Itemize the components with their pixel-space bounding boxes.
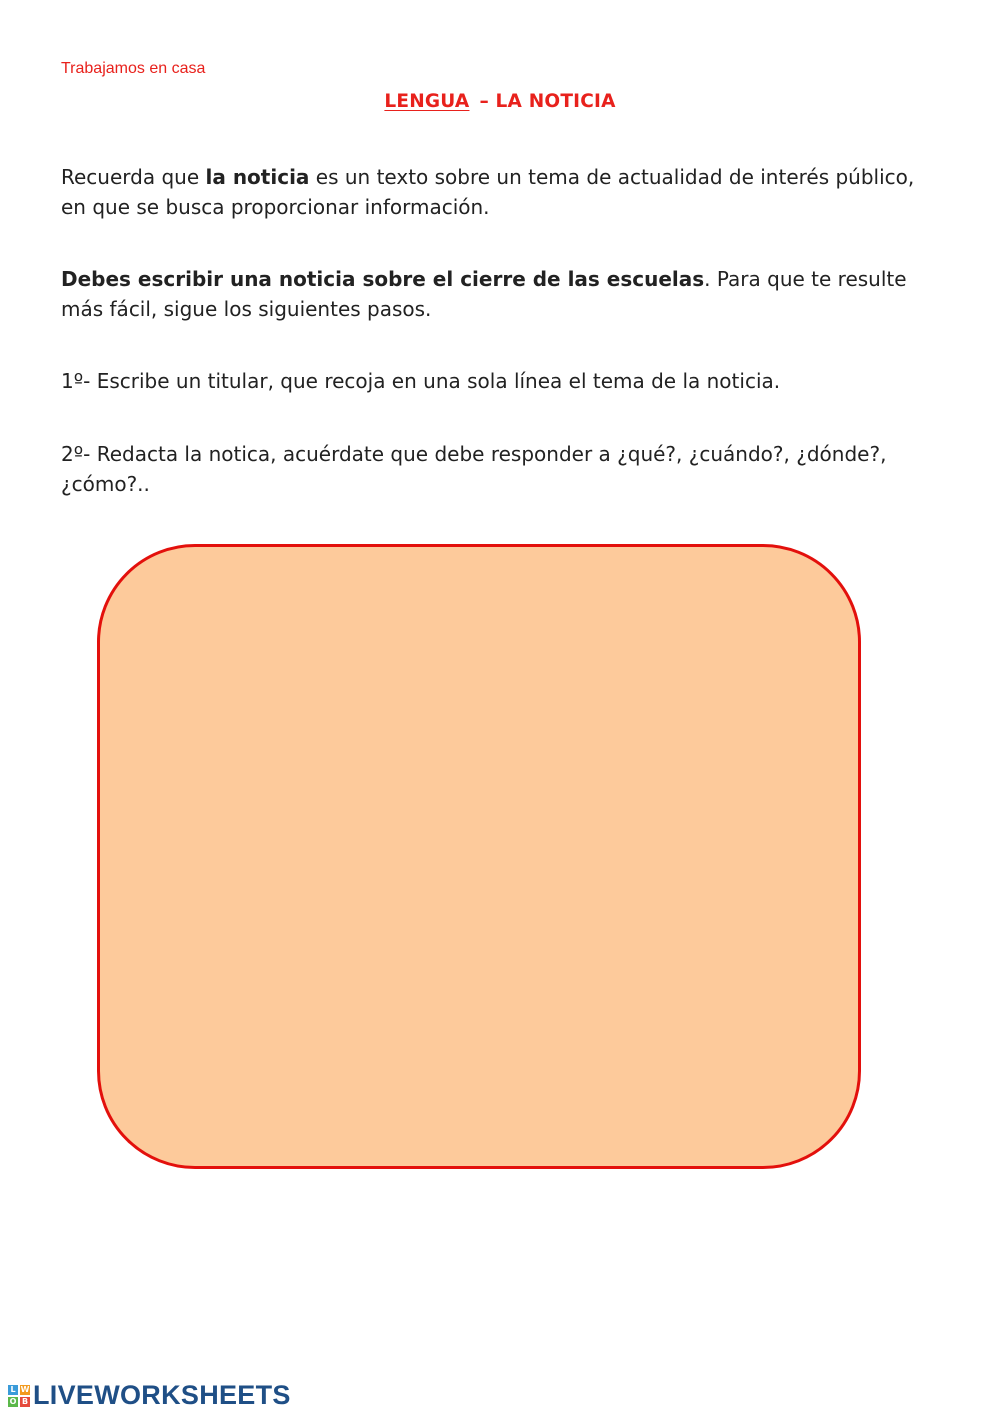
task-paragraph xyxy=(61,264,941,324)
logo-text: LIVEWORKSHEETS xyxy=(33,1380,291,1410)
intro-text-before: Recuerda que xyxy=(61,165,206,189)
logo-tile-2: W xyxy=(20,1384,30,1394)
title-rest: – LA NOTICIA xyxy=(479,91,616,112)
answer-box[interactable] xyxy=(97,544,861,1169)
task-text-after: . Para que te resulte más fácil, sigue los siguientes pasos. xyxy=(61,267,907,321)
intro-text-after: es un texto sobre un tema de actualidad de interés público, en que se busca proporcionar información. xyxy=(61,165,915,219)
logo-tile-4: B xyxy=(21,1396,29,1406)
intro-paragraph xyxy=(61,162,941,222)
footer-logo xyxy=(8,1380,291,1411)
logo-tile-1: L xyxy=(8,1385,18,1395)
title-subject: LENGUA xyxy=(384,91,470,112)
logo-tile-3: O xyxy=(9,1396,17,1406)
intro-bold: la noticia xyxy=(205,165,310,189)
step-two-paragraph: 2º- Redacta la notica, acuérdate que debe responder a ¿qué?, ¿cuándo?, ¿dónde?, ¿cómo?.. xyxy=(61,442,887,496)
task-bold: Debes escribir una noticia sobre el cierre de las escuelas xyxy=(61,267,705,291)
page-title xyxy=(0,91,1000,112)
step-one-paragraph: 1º- Escribe un titular, que recoja en una sola línea el tema de la noticia. xyxy=(61,369,781,393)
header-note: Trabajamos en casa xyxy=(61,60,206,77)
liveworksheets-logo-icon xyxy=(8,1385,30,1407)
